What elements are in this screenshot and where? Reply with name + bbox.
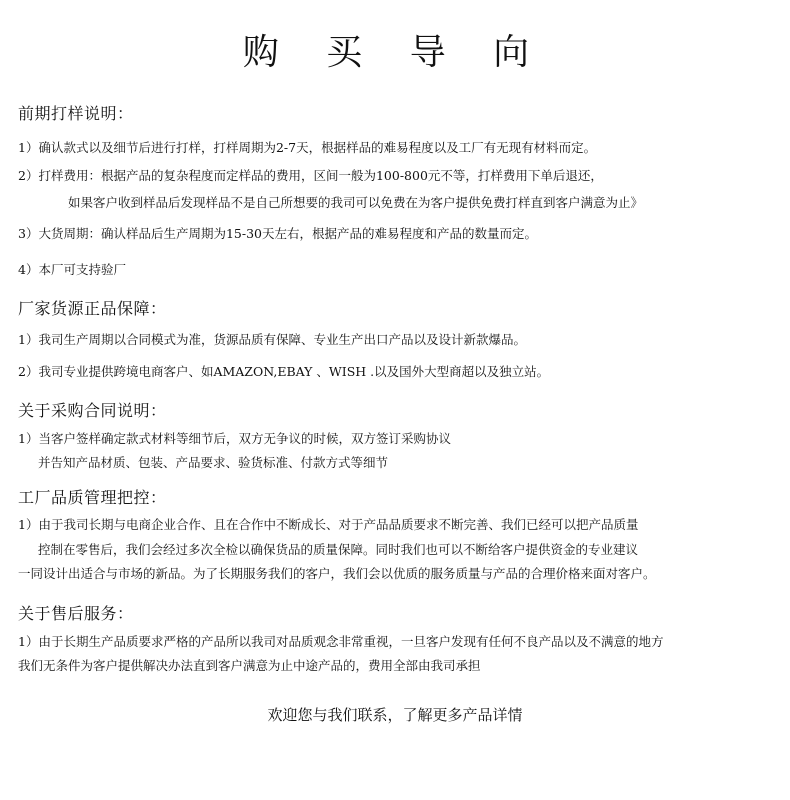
sampling-line-5: 4）本厂可支持验厂: [18, 262, 126, 277]
section-heading-source-guarantee: 厂家货源正品保障：: [18, 299, 167, 318]
after-sales-line-2: 我们无条件为客户提供解决办法直到客户满意为止中途产品的，费用全部由我司承担: [18, 658, 481, 673]
quality-line-2: 控制在零售后，我们会经过多次全检以确保货品的质量保障。同时我们也可以不断给客户提供资金的专业建议: [38, 542, 639, 557]
sampling-line-4: 3）大货周期：确认样品后生产周期为15-30天左右，根据产品的难易程度和产品的数量而定。: [18, 226, 537, 241]
section-heading-quality: 工厂品质管理把控：: [18, 488, 167, 507]
section-heading-sampling: 前期打样说明：: [18, 104, 134, 123]
source-line-1: 1）我司生产周期以合同模式为准，货源品质有保障、专业生产出口产品以及设计新款爆品。: [18, 332, 526, 347]
sampling-line-3: 如果客户收到样品后发现样品不是自己所想要的我司可以免费在为客户提供免费打样直到客户满意为止》: [68, 195, 644, 210]
section-heading-after-sales: 关于售后服务：: [18, 604, 134, 623]
sampling-line-1: 1）确认款式以及细节后进行打样，打样周期为2-7天，根据样品的难易程度以及工厂有无现有材料而定。: [18, 140, 597, 155]
contract-line-1: 1）当客户签样确定款式材料等细节后，双方无争议的时候，双方签订采购协议: [18, 431, 451, 446]
source-line-2: 2）我司专业提供跨境电商客户、如AMAZON,EBAY 、WISH .以及国外大型商超以及独立站。: [18, 364, 550, 379]
after-sales-line-1: 1）由于长期生产品质要求严格的产品所以我司对品质观念非常重视，一旦客户发现有任何不良产品以及不满意的地方: [18, 634, 664, 649]
page-title: 购 买 导 向: [242, 32, 548, 73]
sampling-line-2: 2）打样费用：根据产品的复杂程度而定样品的费用，区间一般为100-800元不等，打样费用下单后退还，: [18, 168, 603, 183]
contract-line-2: 并告知产品材质、包装、产品要求、验货标准、付款方式等细节: [38, 455, 389, 470]
section-heading-contract: 关于采购合同说明：: [18, 401, 167, 420]
quality-line-1: 1）由于我司长期与电商企业合作、且在合作中不断成长、对于产品品质要求不断完善、我们已经可以把产品质量: [18, 517, 639, 532]
quality-line-3: 一同设计出适合与市场的新品。为了长期服务我们的客户，我们会以优质的服务质量与产品的合理价格来面对客户。: [18, 566, 656, 581]
contact-invitation: 欢迎您与我们联系，了解更多产品详情: [267, 706, 523, 724]
